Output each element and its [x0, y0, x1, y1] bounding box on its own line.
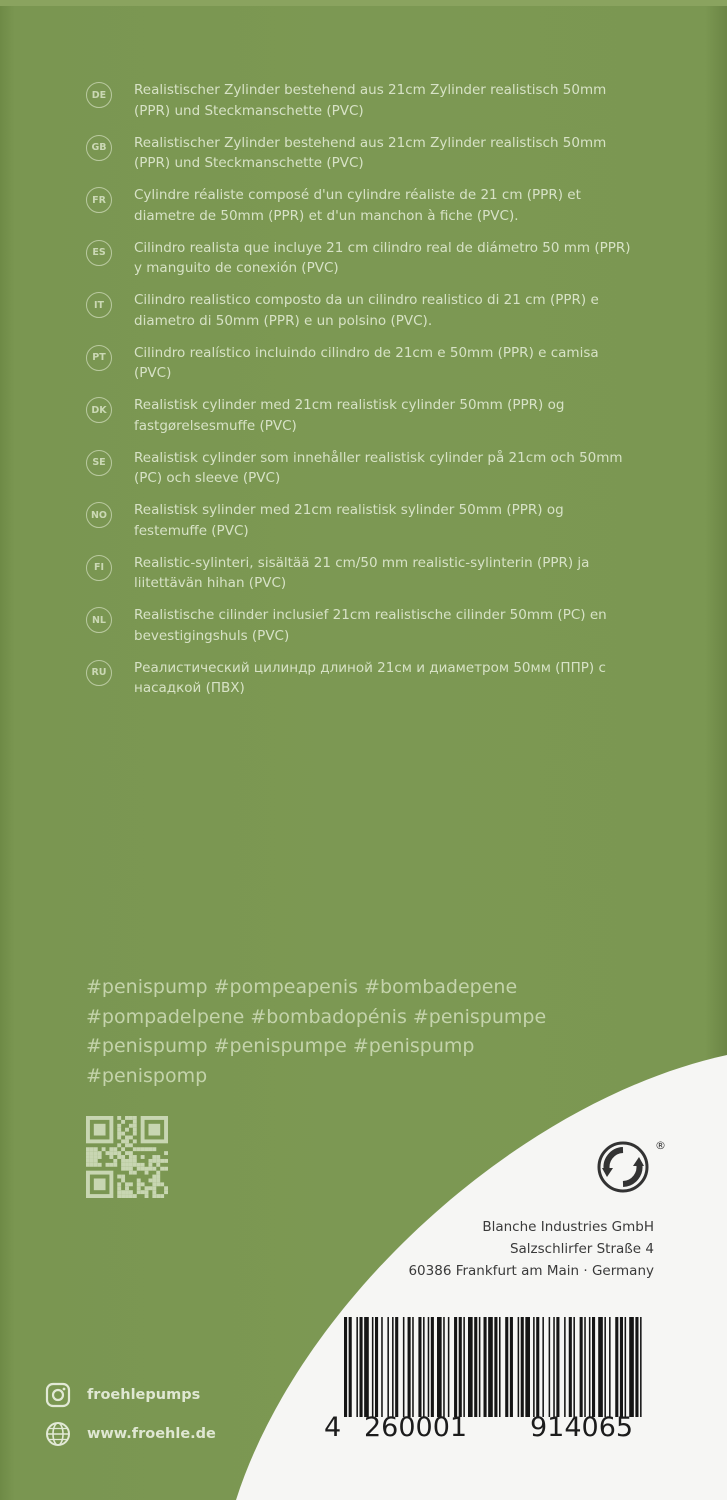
language-code-badge: NO	[86, 502, 112, 528]
manufacturer-address	[400, 1216, 654, 1282]
green-dot-recycling-icon	[597, 1141, 649, 1193]
barcode-number	[324, 1412, 654, 1446]
registered-trademark: ®	[655, 1139, 666, 1152]
city-country: 60386 Frankfurt am Main · Germany	[408, 1263, 654, 1279]
language-code-badge: IT	[86, 292, 112, 318]
language-code-badge: GB	[86, 135, 112, 161]
barcode-left-group: 260001	[364, 1412, 468, 1443]
language-code-badge: NL	[86, 607, 112, 633]
barcode-right-group: 914065	[530, 1412, 634, 1443]
language-code-badge: DE	[86, 82, 112, 108]
website-url: www.froehle.de	[87, 1426, 216, 1442]
hashtag-line: #penispump #pompeapenis #bombadepene	[86, 976, 518, 998]
barcode-bars	[338, 1317, 648, 1417]
instagram-handle: froehlepumps	[87, 1387, 201, 1403]
hashtag-line: #penispomp	[86, 1064, 208, 1087]
street-address: Salzschlirfer Straße 4	[509, 1241, 654, 1257]
website-row	[45, 1421, 216, 1447]
language-code-badge: FR	[86, 187, 112, 213]
hashtag-line: #penispump #penispumpe #penispump	[86, 1035, 475, 1057]
company-name: Blanche Industries GmbH	[482, 1219, 654, 1235]
language-description: Реалистический цилиндр длиной 21см и диаметром 50мм (ППР) с насадкой (ПВХ)	[134, 659, 606, 696]
language-description: Cilindro realista que incluye 21 cm cilindro real de diámetro 50 mm (PPR) y manguito de conexión (PVC)	[134, 239, 631, 276]
barcode-first-digit: 4	[324, 1412, 342, 1443]
language-code-badge: DK	[86, 397, 112, 423]
language-code-badge: SE	[86, 450, 112, 476]
globe-icon	[45, 1421, 71, 1447]
language-code-badge: PT	[86, 345, 112, 371]
instagram-handle-row	[45, 1382, 200, 1408]
hashtag-line: #pompadelpene #bombadopénis #penispumpe	[86, 1005, 547, 1028]
language-description: Realistischer Zylinder bestehend aus 21cm Zylinder realistisch 50mm (PPR) und Steckmanschette (PVC)	[134, 82, 607, 119]
language-code-badge: FI	[86, 555, 112, 581]
language-description: Cylindre réaliste composé d'un cylindre réaliste de 21 cm (PPR) et diametre de 50mm (PPR) et d'un manchon à fiche (PVC).	[134, 187, 581, 224]
language-description: Realistisk cylinder med 21cm realistisk cylinder 50mm (PPR) og fastgørelsesmuffe (PVC)	[134, 397, 565, 434]
language-description: Realistische cilinder inclusief 21cm realistische cilinder 50mm (PC) en bevestigingshuls (PVC)	[134, 607, 607, 644]
language-code-badge: ES	[86, 240, 112, 266]
language-description: Cilindro realistico composto da un cilindro realistico di 21 cm (PPR) e diametro di 50mm (PPR) e un polsino (PVC).	[134, 292, 599, 329]
language-code-badge: RU	[86, 660, 112, 686]
language-description: Realistisk cylinder som innehåller realistisk cylinder på 21cm och 50mm (PC) och sleeve (PVC)	[134, 449, 623, 486]
language-description: Realistisk sylinder med 21cm realistisk sylinder 50mm (PPR) og festemuffe (PVC)	[134, 502, 564, 539]
instagram-icon	[45, 1382, 71, 1408]
language-description: Realistischer Zylinder bestehend aus 21cm Zylinder realistisch 50mm (PPR) und Steckmanschette (PVC)	[134, 134, 607, 171]
language-description: Cilindro realístico incluindo cilindro de 21cm e 50mm (PPR) e camisa (PVC)	[134, 344, 599, 381]
language-description: Realistic-sylinteri, sisältää 21 cm/50 mm realistic-sylinterin (PPR) ja liitettävän hihan (PVC)	[134, 554, 590, 591]
